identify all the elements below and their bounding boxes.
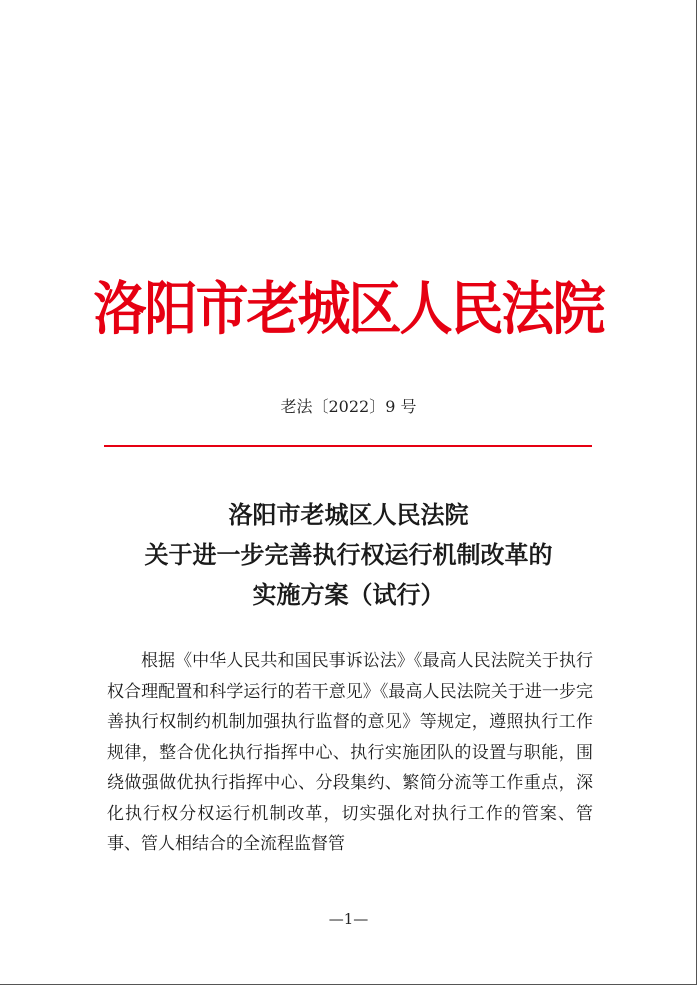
body-paragraph: 根据《中华人民共和国民事诉讼法》《最高人民法院关于执行权合理配置和科学运行的若干意见》《最高人民法院关于进一步完善执行权制约机制加强执行监督的意见》等规定，遵照执行工作规律，整合优化执行指挥中心、执行实施团队的设置与职能，围绕做强做优执行指挥中心、分段集约、繁简分流等工作重点，深化执行权分权运行机制改革，切实强化对执行工作的管案、管事、管人相结合的全流程监督管 [107,651,593,854]
document-title [0,495,697,615]
red-separator-rule [104,445,592,447]
masthead: 洛阳市老城区人民法院 [93,276,604,343]
document-number: 老法〔2022〕9 号 [280,397,417,416]
page-number: —1— [328,910,369,928]
title-line-2: 关于进一步完善执行权运行机制改革的 [144,540,553,569]
title-line-1: 洛阳市老城区人民法院 [228,500,469,529]
title-line-3: 实施方案（试行） [252,580,445,609]
body-text [107,646,593,860]
